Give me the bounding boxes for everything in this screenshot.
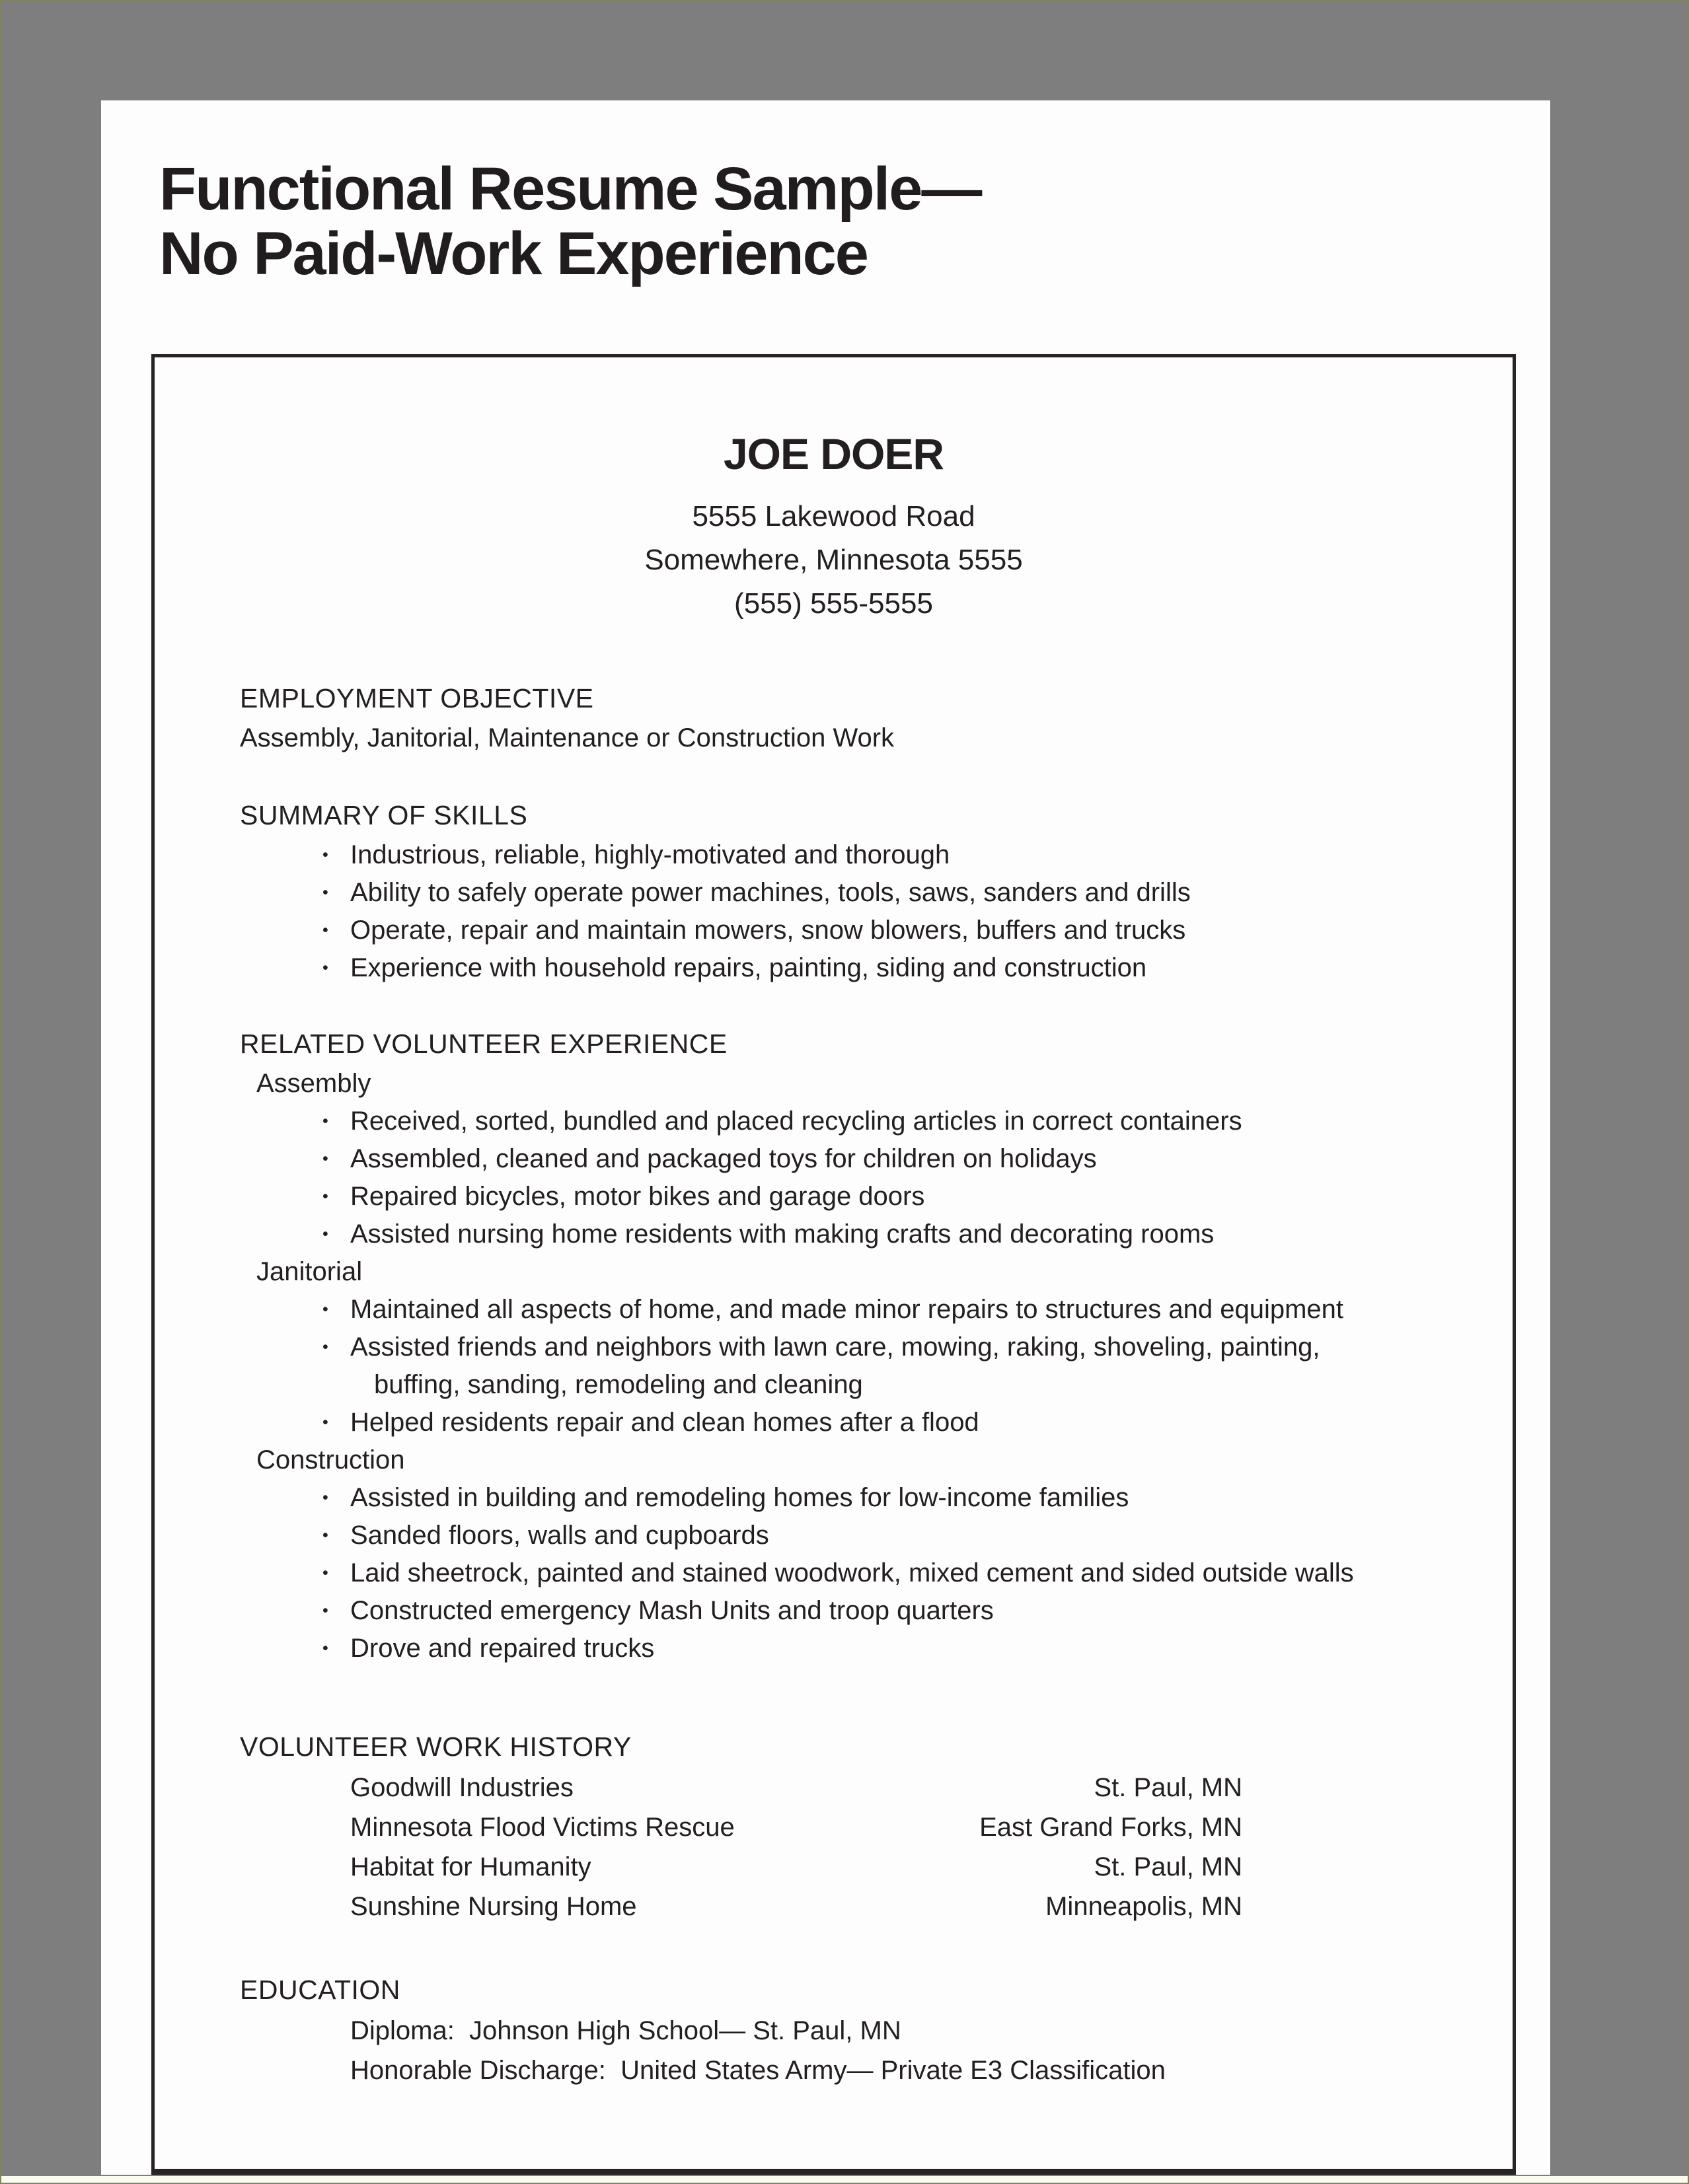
scan-edge-strip [1,2176,1688,2183]
bullet-icon: • [322,1149,328,1168]
bullet-icon: • [322,1187,328,1206]
history-row [350,1807,1242,1847]
experience-list-janitorial [240,1291,1486,1441]
experience-list-assembly [240,1103,1486,1253]
bullet-icon: • [322,1601,328,1620]
list-item: • Assisted nursing home residents with making crafts and decorating rooms [240,1216,1486,1253]
bullet-icon: • [322,1338,328,1356]
org-location: St. Paul, MN [1094,1852,1242,1881]
address-line-street: 5555 Lakewood Road [692,500,975,532]
experience-group-title-assembly: Assembly [256,1069,371,1098]
section-heading: RELATED VOLUNTEER EXPERIENCE [240,1029,728,1059]
section-summary-of-skills [240,797,1486,987]
list-item: • Helped residents repair and clean homes after a flood [240,1404,1486,1441]
page-title [159,157,981,286]
address-line-city: Somewhere, Minnesota 5555 [644,544,1023,576]
org-location: St. Paul, MN [1094,1773,1242,1802]
resume-box [151,354,1516,2175]
section-heading: VOLUNTEER WORK HISTORY [240,1731,632,1762]
bullet-icon: • [322,1639,328,1657]
list-item: • Operate, repair and maintain mowers, snow blowers, buffers and trucks [240,912,1486,949]
bullet-icon: • [322,1526,328,1545]
list-item: • Constructed emergency Mash Units and troop quarters [240,1592,1486,1630]
bullet-icon: • [322,846,328,864]
history-row [350,1887,1242,1926]
org-name: Sunshine Nursing Home [350,1892,637,1921]
list-item: • Assisted friends and neighbors with lawn care, mowing, raking, shoveling, painting, buffing, sanding, remodeling and cleaning [240,1329,1486,1404]
page-title-line-2: No Paid-Work Experience [159,219,868,287]
objective-text: Assembly, Janitorial, Maintenance or Construction Work [240,723,895,752]
list-item: • Assembled, cleaned and packaged toys for children on holidays [240,1140,1486,1178]
bullet-icon: • [322,1300,328,1319]
resume-header [155,429,1513,626]
bullet-icon: • [322,883,328,902]
section-heading: EMPLOYMENT OBJECTIVE [240,683,594,713]
list-item: • Laid sheetrock, painted and stained woodwork, mixed cement and sided outside walls [240,1554,1486,1592]
history-rows [350,1768,1486,1926]
org-name: Habitat for Humanity [350,1852,591,1881]
org-location: East Grand Forks, MN [979,1813,1242,1842]
document-page [101,100,1550,2175]
bullet-icon: • [322,1413,328,1432]
section-volunteer-work-history [240,1728,1486,1926]
education-item: Diploma: Johnson High School— St. Paul, MN [350,2016,901,2045]
list-item: • Sanded floors, walls and cupboards [240,1517,1486,1554]
bullet-icon: • [322,1112,328,1130]
page-title-line-1: Functional Resume Sample— [159,155,981,223]
org-name: Goodwill Industries [350,1773,574,1802]
list-item: • Industrious, reliable, highly-motivated and thorough [240,836,1486,874]
bullet-icon: • [322,1225,328,1243]
experience-list-construction [240,1479,1486,1667]
skills-list [240,836,1486,987]
education-item: Honorable Discharge: United States Army— Private E3 Classification [350,2056,1166,2085]
section-heading: EDUCATION [240,1975,400,2005]
section-heading: SUMMARY OF SKILLS [240,800,528,830]
list-item: • Received, sorted, bundled and placed recycling articles in correct containers [240,1103,1486,1140]
phone-line: (555) 555-5555 [734,587,933,620]
section-related-volunteer-experience [240,1025,1486,1667]
history-row [350,1768,1242,1807]
education-list [350,2011,1486,2090]
history-row [350,1847,1242,1887]
experience-group-title-construction: Construction [256,1445,405,1474]
list-item: • Ability to safely operate power machines, tools, saws, sanders and drills [240,874,1486,912]
section-education [240,1971,1486,2090]
list-item: • Experience with household repairs, painting, siding and construction [240,949,1486,987]
bullet-icon: • [322,921,328,939]
bullet-icon: • [322,959,328,977]
resume-name: JOE DOER [723,429,944,478]
experience-group-title-janitorial: Janitorial [256,1257,363,1286]
list-item: • Drove and repaired trucks [240,1630,1486,1667]
org-location: Minneapolis, MN [1045,1892,1242,1921]
bullet-icon: • [322,1488,328,1507]
org-name: Minnesota Flood Victims Rescue [350,1813,735,1842]
section-employment-objective [240,680,1486,757]
bullet-icon: • [322,1564,328,1582]
list-item: • Maintained all aspects of home, and made minor repairs to structures and equipment [240,1291,1486,1329]
list-item: • Assisted in building and remodeling homes for low-income families [240,1479,1486,1517]
list-item: • Repaired bicycles, motor bikes and garage doors [240,1178,1486,1216]
